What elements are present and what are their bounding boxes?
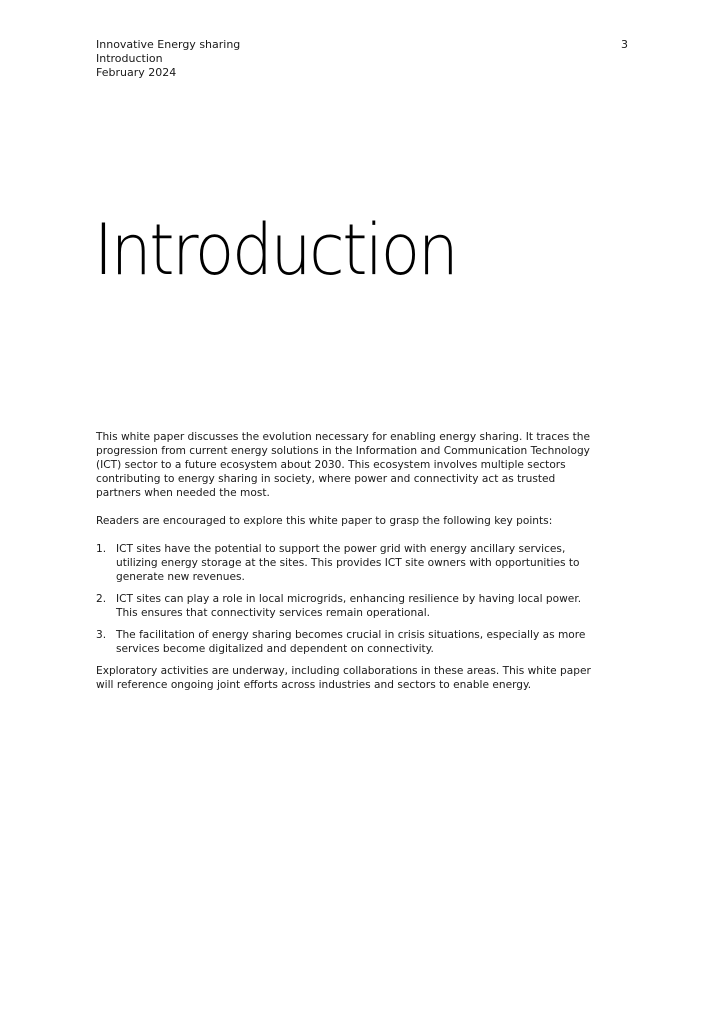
body-text [96, 430, 596, 692]
closing-paragraph: Exploratory activities are underway, including collaborations in these areas. This white paper will reference ongoing joint efforts across industries and sectors to enable energy. [96, 665, 591, 691]
key-point-item [96, 628, 596, 656]
key-point-number: 1. [96, 543, 107, 555]
header-document-title: Innovative Energy sharing [96, 38, 241, 51]
header-section-name: Introduction [96, 52, 163, 65]
key-point-number: 3. [96, 629, 107, 641]
key-points-list [96, 542, 596, 656]
intro-paragraph: This white paper discusses the evolution necessary for enabling energy sharing. It traces the progression from current energy solutions in the Information and Communication Technology (ICT) sector to a future ecosystem about 2030. This ecosystem involves multiple sectors contributing to energy sharing in society, where power and connectivity act as trusted partners when needed the most. [96, 431, 590, 499]
key-point-text: The facilitation of energy sharing becomes crucial in crisis situations, especially as more services become digitalized and dependent on connectivity. [116, 629, 586, 655]
key-point-text: ICT sites can play a role in local microgrids, enhancing resilience by having local power. This ensures that connectivity services remain operational. [116, 593, 582, 619]
key-point-number: 2. [96, 593, 107, 605]
readers-paragraph: Readers are encouraged to explore this white paper to grasp the following key points: [96, 515, 553, 527]
page-number: 3 [621, 38, 628, 51]
key-point-item [96, 592, 596, 620]
header-date: February 2024 [96, 66, 177, 79]
key-point-item [96, 542, 596, 584]
key-point-text: ICT sites have the potential to support the power grid with energy ancillary services, utilizing energy storage at the sites. This provides ICT site owners with opportunities to generate new revenues. [116, 543, 580, 583]
running-header [96, 38, 240, 80]
section-title: Introduction [94, 209, 457, 291]
